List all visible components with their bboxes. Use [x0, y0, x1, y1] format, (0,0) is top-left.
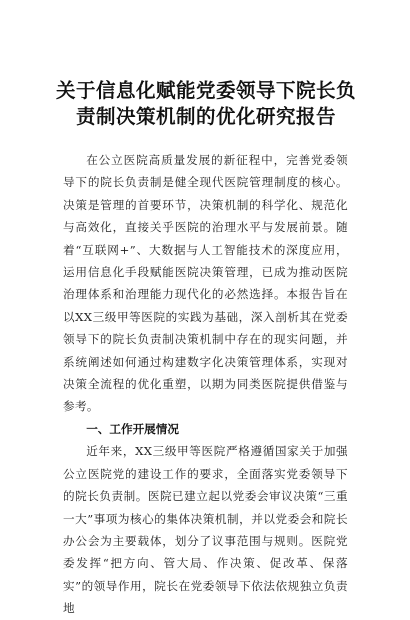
intro-paragraph: 在公立医院高质量发展的新征程中，完善党委领导下的院长负责制是健全现代医院管理制度的核心。决策是管理的首要环节，决策机制的科学化、规范化与高效化，直接关乎医院的治理水平与发展前景。随着“互联网+”、大数据与人工智能技术的深度应用，运用信息化手段赋能医院决策管理，已成为推动医院治理体系和治理能力现代化的必然选择。本报告旨在以XX三级甲等医院的实践为基础，深入剖析其在党委领导下的院长负责制决策机制中存在的现实问题，并系统阐述如何通过构建数字化决策管理体系，实现对决策全流程的优化重塑，以期为同类医院提供借鉴与参考。	[63, 153, 348, 414]
section-heading: 一、工作开展情况	[86, 421, 179, 436]
document-body	[63, 149, 348, 620]
section-paragraph: 近年来，XX三级甲等医院严格遵循国家关于加强公立医院党的建设工作的要求，全面落实党委领导下的院长负责制。医院已建立起以党委会审议决策“三重一大”事项为核心的集体决策机制，并以党委会和院长办公会为主要载体，划分了议事范围与规则。医院党委发挥“把方向、管大局、作决策、促改革、保落实”的领导作用，院长在党委领导下依法依规独立负责地	[63, 444, 348, 616]
document-title: 关于信息化赋能党委领导下院长负责制决策机制的优化研究报告	[56, 79, 357, 128]
